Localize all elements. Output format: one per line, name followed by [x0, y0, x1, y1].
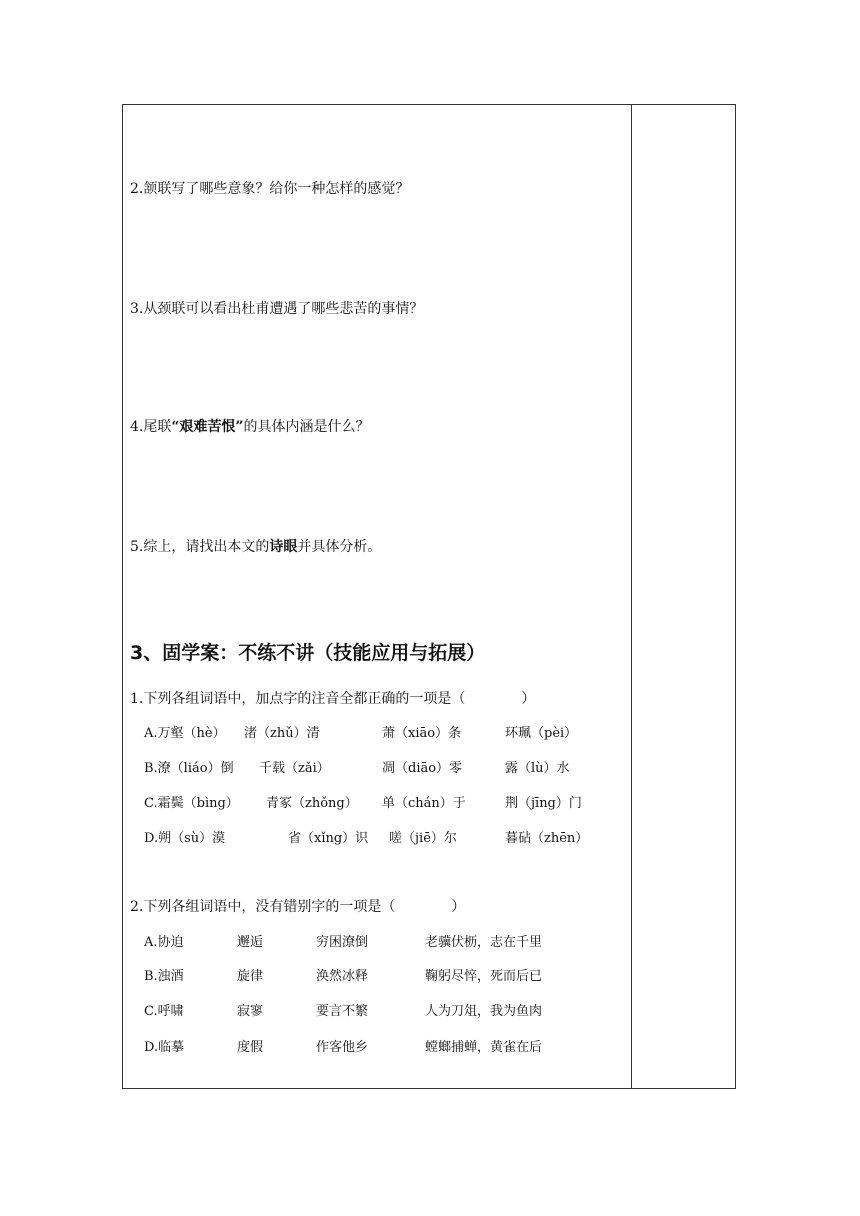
ex1-option-c-item-1: C.霜鬓（bìng） [144, 796, 239, 811]
ex2-option-c-item-4: 人为刀俎，我为鱼肉 [425, 1004, 543, 1019]
ex1-option-b-item-2: 千载（zǎi） [259, 761, 330, 776]
ex1-option-d-item-2: 省（xǐng）识 [288, 831, 369, 846]
ex2-option-a-item-2: 邂逅 [237, 935, 264, 950]
ex1-option-d-item-1: D.朔（sù）漠 [144, 831, 226, 846]
question-4-prefix: 4.尾联 [130, 419, 172, 435]
ex2-option-d-item-4: 螳螂捕蝉，黄雀在后 [425, 1040, 543, 1055]
question-5-suffix: 并具体分析。 [297, 539, 382, 555]
ex2-option-d-item-3: 作客他乡 [316, 1040, 369, 1055]
ex1-option-d-item-4: 暮砧（zhēn） [505, 831, 589, 846]
ex2-option-c-item-1: C.呼啸 [144, 1004, 184, 1019]
ex1-option-c-item-2: 青冢（zhǒng） [266, 796, 358, 811]
ex2-option-a-item-1: A.协迫 [144, 935, 184, 950]
ex1-option-b-item-3: 凋（diāo）零 [382, 761, 463, 776]
ex1-option-a-item-4: 环珮（pèi） [505, 726, 578, 741]
ex1-option-a-item-2: 渚（zhǔ）清 [244, 726, 320, 741]
ex1-option-a-item-3: 萧（xiāo）条 [382, 726, 462, 741]
question-3: 3.从颈联可以看出杜甫遭遇了哪些悲苦的事情？ [130, 301, 424, 317]
ex1-option-b-item-4: 露（lù）水 [505, 761, 570, 776]
ex2-option-b-item-3: 涣然冰释 [316, 969, 369, 984]
table-column-divider [631, 104, 632, 1089]
ex2-option-b-item-1: B.浊酒 [144, 969, 184, 984]
ex2-option-a-item-3: 穷困潦倒 [316, 935, 369, 950]
ex2-option-b-item-4: 鞠躬尽悴，死而后已 [425, 969, 543, 984]
question-4-keyword: “艰难苦恨” [171, 419, 244, 435]
question-5-prefix: 5.综上，请找出本文的 [130, 539, 270, 555]
section-3-heading: 3、固学案：不练不讲（技能应用与拓展） [130, 642, 486, 664]
question-4 [130, 418, 369, 436]
question-2: 2.颔联写了哪些意象？给你一种怎样的感觉？ [130, 181, 410, 197]
ex1-option-b-item-1: B.潦（liáo）倒 [144, 761, 234, 776]
ex2-option-c-item-3: 要言不繁 [316, 1004, 369, 1019]
ex2-option-a-item-4: 老骥伏枥，志在千里 [425, 935, 543, 950]
exercise-1-stem: 1.下列各组词语中，加点字的注音全都正确的一项是（ ） [130, 691, 536, 707]
ex1-option-d-item-3: 嗟（jiē）尔 [389, 831, 457, 846]
ex2-option-d-item-1: D.临摹 [144, 1040, 185, 1055]
question-5-keyword: 诗眼 [269, 539, 298, 555]
question-5 [130, 538, 381, 556]
ex2-option-d-item-2: 度假 [237, 1040, 264, 1055]
question-4-suffix: 的具体内涵是什么？ [243, 419, 370, 435]
ex1-option-c-item-3: 单（chán）于 [382, 796, 466, 811]
exercise-2-stem: 2.下列各组词语中，没有错别字的一项是（ ） [130, 899, 466, 915]
ex1-option-c-item-4: 荆（jīng）门 [505, 796, 582, 811]
ex1-option-a-item-1: A.万壑（hè） [144, 726, 226, 741]
ex2-option-b-item-2: 旋律 [237, 969, 264, 984]
ex2-option-c-item-2: 寂寥 [237, 1004, 264, 1019]
